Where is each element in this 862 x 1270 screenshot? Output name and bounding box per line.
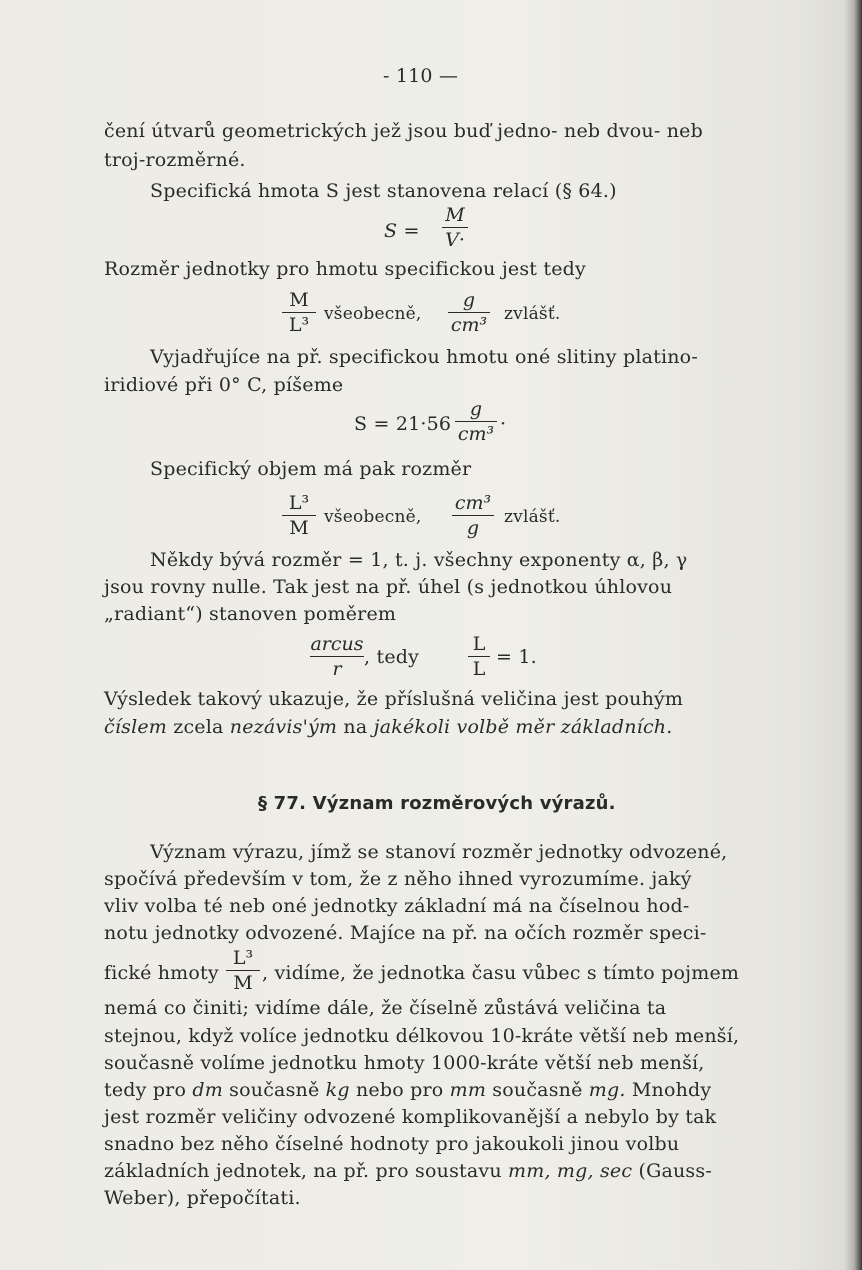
text-word: všeobecně, [324,507,422,527]
denominator: L [472,658,486,680]
denominator: M [289,517,309,539]
text-span: , vidíme, že jednotka času vůbec s tímto pojmem [262,962,740,984]
fraction-bar [226,970,260,971]
denominator: r [332,658,342,680]
fraction-bar [455,421,497,422]
denominator: L³ [288,314,310,336]
text-span: na [337,716,374,738]
text-span: mm, mg, sec [508,1160,633,1182]
text-line: notu jednotky odvozené. Majíce na př. na očích rozměr speci- [104,922,707,944]
fraction [282,289,316,336]
text-span: nebo pro [349,1079,450,1101]
text-line: snadno bez něho číselné hodnoty pro jakoukoli jinou volbu [104,1133,680,1155]
text-span: mg. [588,1079,626,1101]
numerator: g [462,289,476,311]
fraction [448,289,490,336]
text-line: nemá co činiti; vidíme dále, že číselně zůstává veličina ta [104,997,667,1019]
text-word: zvlášť. [504,304,561,324]
text-line: spočívá především v tom, že z něho ihned vyrozumíme. jaký [104,868,692,890]
text-line: stejnou, když volíce jednotku délkovou 10-kráte větší neb menší, [104,1025,740,1047]
fraction-bar [448,312,490,313]
fraction [310,633,364,680]
denominator: g [466,517,480,539]
text-line: Někdy bývá rozměr = 1, t. j. všechny exponenty α, β, γ [150,549,688,571]
text-span: dm [192,1079,223,1101]
text-line: jest rozměr veličiny odvozené komplikovanější a nebylo by tak [104,1106,717,1128]
text-line [104,1079,711,1101]
fraction-bar [282,515,316,516]
text-span: jakékoli volbě měr základních. [373,716,673,738]
fraction [226,947,260,994]
fraction [282,492,316,539]
text-line: čení útvarů geometrických jež jsou buď jedno- neb dvou- neb [104,120,703,142]
numerator: M [289,289,309,311]
numerator: L [472,633,486,655]
book-spine-shadow [844,0,862,1270]
text-line: Vyjadřujíce na př. specifickou hmotu oné slitiny platino- [150,346,698,368]
numerator: cm³ [454,492,492,514]
text-line: Význam výrazu, jímž se stanoví rozměr jednotky odvozené, [150,841,728,863]
numerator: g [469,398,483,420]
equation-lhs: S = 21·56 [354,413,452,435]
text-word: všeobecně, [324,304,422,324]
text-span: tedy pro [104,1079,193,1101]
text-line: „radiant“) stanoven poměrem [104,603,397,625]
fraction-bar [282,312,316,313]
text-word: , tedy [364,646,420,668]
text-span: současně [486,1079,589,1101]
fraction-bar [442,227,468,228]
text-span: fické hmoty [104,962,219,984]
equation-tail: = 1. [496,646,537,668]
text-span: Mnohdy [625,1079,712,1101]
text-line: vliv volba té neb oné jednotky základní má na číselnou hod- [104,895,690,917]
equation-tail: · [500,413,507,435]
equation-lhs: S = [384,220,420,242]
text-line: Rozměr jednotky pro hmotu specifickou jest tedy [104,258,586,280]
text-line: Specifická hmota S jest stanovena relací (§ 64.) [150,180,617,202]
section-heading: § 77. Význam rozměrových výrazů. [258,793,616,814]
numerator: L³ [232,947,254,969]
denominator: V· [445,229,465,251]
text-word: zvlášť. [504,507,561,527]
text-line: jsou rovny nulle. Tak jest na př. úhel (s jednotkou úhlovou [104,576,673,598]
text-span: zcela [167,716,230,738]
fraction-bar [310,656,364,657]
denominator: cm³ [450,314,488,336]
fraction [452,492,494,539]
fraction [442,204,468,251]
denominator: cm³ [457,423,495,445]
text-span: kg [325,1079,350,1101]
text-span: mm [449,1079,487,1101]
text-line: Weber), přepočítati. [104,1187,301,1209]
numerator: L³ [288,492,310,514]
text-line: Specifický objem má pak rozměr [150,458,472,480]
text-line: Výsledek takový ukazuje, že příslušná veličina jest pouhým [104,688,684,710]
numerator: arcus [310,633,364,655]
text-line [104,1160,712,1182]
text-line: troj-rozměrné. [104,149,246,171]
page-number: - 110 — [383,65,459,87]
text-span: současně [222,1079,326,1101]
fraction-bar [468,656,490,657]
denominator: M [233,972,253,994]
text-span: základních jednotek, na př. pro soustavu [104,1160,509,1182]
text-span: (Gauss- [632,1160,712,1182]
text-span: číslem [104,716,168,738]
fraction [455,398,497,445]
fraction [468,633,490,680]
text-line: iridiové při 0° C, píšeme [104,374,344,396]
fraction-bar [452,515,494,516]
text-span: nezávis'ým [229,716,338,738]
numerator: M [445,204,465,226]
text-line [104,716,672,738]
text-line: současně volíme jednotku hmoty 1000-kráte větší neb menší, [104,1052,705,1074]
